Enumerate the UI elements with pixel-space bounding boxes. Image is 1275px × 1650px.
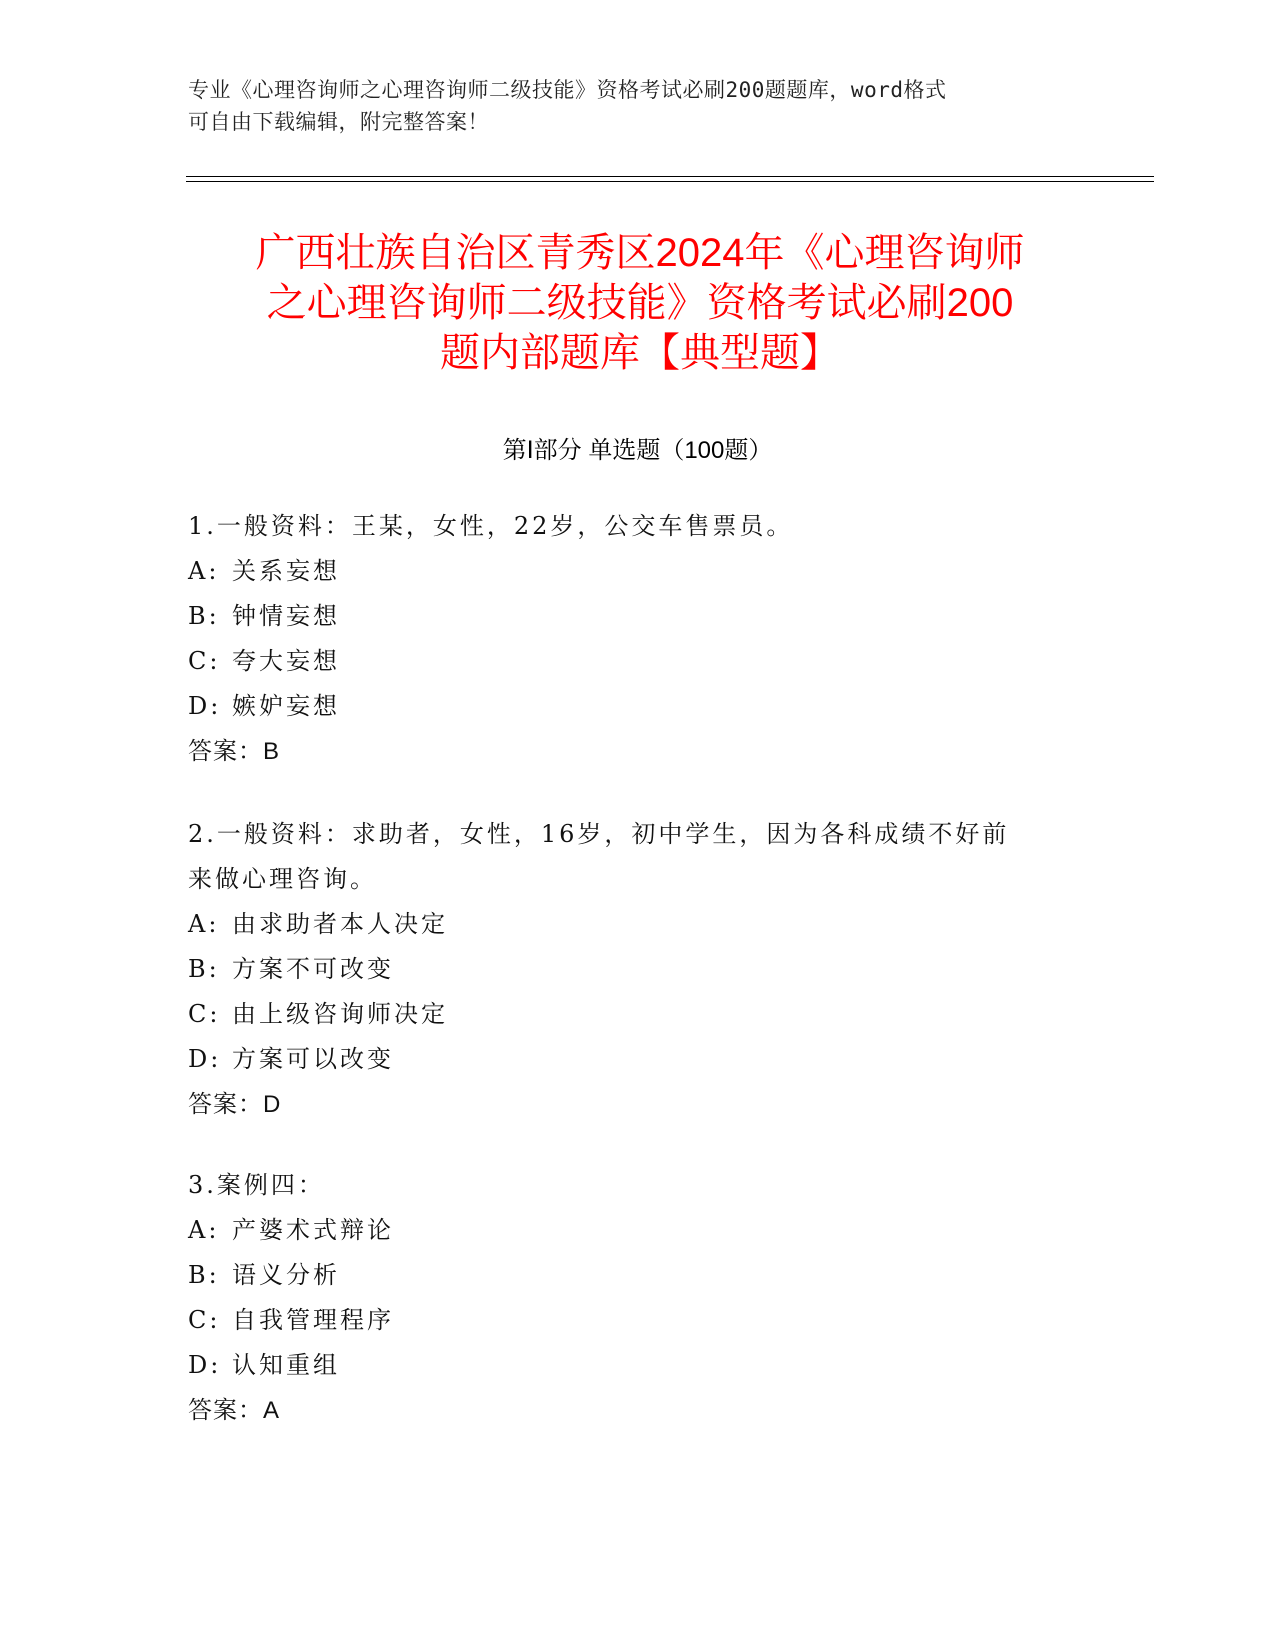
option-letter: C:: [188, 1306, 221, 1334]
option-c: [188, 1298, 1088, 1343]
question-3: [188, 1163, 1088, 1433]
question-stem: 1.一般资料：王某，女性，22岁，公交车售票员。: [188, 512, 794, 540]
header-rule-top: [186, 176, 1154, 177]
header-note-line-1: 专业《心理咨询师之心理咨询师二级技能》资格考试必刷200题题库，word格式: [188, 78, 947, 102]
header-rule-bottom: [186, 181, 1154, 182]
document-title: [180, 228, 1100, 378]
option-text: 认知重组: [232, 1351, 340, 1379]
question-stem-line-2: 来做心理咨询。: [188, 865, 377, 893]
option-text: 关系妄想: [232, 557, 340, 585]
option-letter: B:: [188, 602, 220, 630]
option-a: [188, 1208, 1088, 1253]
option-text: 夸大妄想: [232, 647, 340, 675]
header-note-line-2: 可自由下载编辑，附完整答案！: [188, 110, 489, 134]
option-b: [188, 1253, 1088, 1298]
option-letter: D:: [188, 692, 222, 720]
question-stem-line-1: 2.一般资料：求助者，女性，16岁，初中学生，因为各科成绩不好前: [188, 820, 1010, 848]
title-line-3: 题内部题库【典型题】: [440, 331, 840, 375]
option-letter: D:: [188, 1351, 222, 1379]
header-note: [188, 74, 1068, 138]
option-text: 语义分析: [232, 1261, 340, 1289]
option-letter: D:: [188, 1045, 222, 1073]
option-text: 钟情妄想: [232, 602, 340, 630]
option-b: [188, 594, 1088, 639]
question-stem: 3.案例四：: [188, 1171, 325, 1199]
option-letter: A:: [188, 1216, 220, 1244]
answer: 答案：B: [188, 738, 281, 765]
option-text: 自我管理程序: [232, 1306, 394, 1334]
option-c: [188, 639, 1088, 684]
option-text: 产婆术式辩论: [232, 1216, 394, 1244]
option-d: [188, 1037, 1088, 1082]
answer: 答案：D: [188, 1091, 282, 1118]
question-2: [188, 812, 1088, 1127]
option-text: 由上级咨询师决定: [232, 1000, 448, 1028]
option-b: [188, 947, 1088, 992]
title-line-1: 广西壮族自治区青秀区2024年《心理咨询师: [255, 231, 1025, 275]
option-letter: B:: [188, 955, 220, 983]
option-a: [188, 902, 1088, 947]
option-d: [188, 684, 1088, 729]
option-text: 方案不可改变: [232, 955, 394, 983]
question-1: [188, 504, 1088, 774]
option-text: 由求助者本人决定: [232, 910, 448, 938]
option-letter: C:: [188, 1000, 221, 1028]
option-letter: C:: [188, 647, 221, 675]
option-c: [188, 992, 1088, 1037]
option-a: [188, 549, 1088, 594]
option-letter: B:: [188, 1261, 220, 1289]
title-line-2: 之心理咨询师二级技能》资格考试必刷200: [266, 281, 1014, 325]
option-d: [188, 1343, 1088, 1388]
option-text: 嫉妒妄想: [232, 692, 340, 720]
option-letter: A:: [188, 557, 220, 585]
section-heading: 第Ⅰ部分 单选题（100题）: [502, 437, 773, 464]
option-letter: A:: [188, 910, 220, 938]
option-text: 方案可以改变: [232, 1045, 394, 1073]
answer: 答案：A: [188, 1397, 281, 1424]
